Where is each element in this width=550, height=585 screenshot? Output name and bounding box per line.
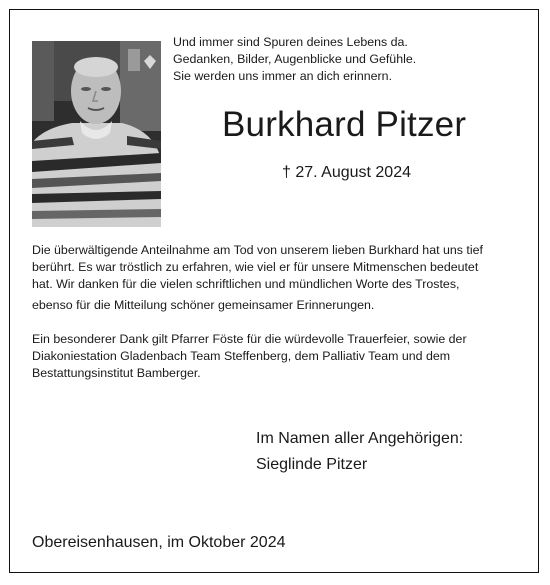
verse-line: Gedanken, Bilder, Augenblicke und Gefühle. (173, 52, 417, 66)
text-line: Bestattungsinstitut Bamberger. (32, 366, 201, 380)
death-date: † 27. August 2024 (282, 164, 411, 181)
text-line: hat. Wir danken für die vielen schriftlichen und mündlichen Worte des Trostes, (32, 277, 460, 291)
signature-intro: Im Namen aller Angehörigen: (256, 430, 464, 447)
signature-name: Sieglinde Pitzer (256, 456, 368, 473)
memorial-verse (173, 34, 416, 85)
deceased-name: Burkhard Pitzer (222, 105, 467, 144)
portrait-photo (32, 41, 161, 227)
text-line: berührt. Es war tröstlich zu erfahren, wie viel er für unsere Mitmenschen bedeutet (32, 260, 479, 274)
text-line: Diakoniestation Gladenbach Team Steffenberg, dem Palliativ Team und dem (32, 349, 451, 363)
verse-line: Und immer sind Spuren deines Lebens da. (173, 35, 408, 49)
thanks-paragraph-2 (32, 331, 524, 382)
thanks-paragraph-1 (32, 242, 524, 314)
place-and-date: Obereisenhausen, im Oktober 2024 (32, 534, 286, 551)
text-line: Ein besonderer Dank gilt Pfarrer Föste für die würdevolle Trauerfeier, sowie der (32, 332, 467, 346)
text-line: ebenso für die Mitteilung schöner gemeinsamer Erinnerungen. (32, 298, 375, 312)
text-line: Die überwältigende Anteilnahme am Tod von unserem lieben Burkhard hat uns tief (32, 243, 483, 257)
signature-block (256, 426, 463, 478)
verse-line: Sie werden uns immer an dich erinnern. (173, 69, 393, 83)
